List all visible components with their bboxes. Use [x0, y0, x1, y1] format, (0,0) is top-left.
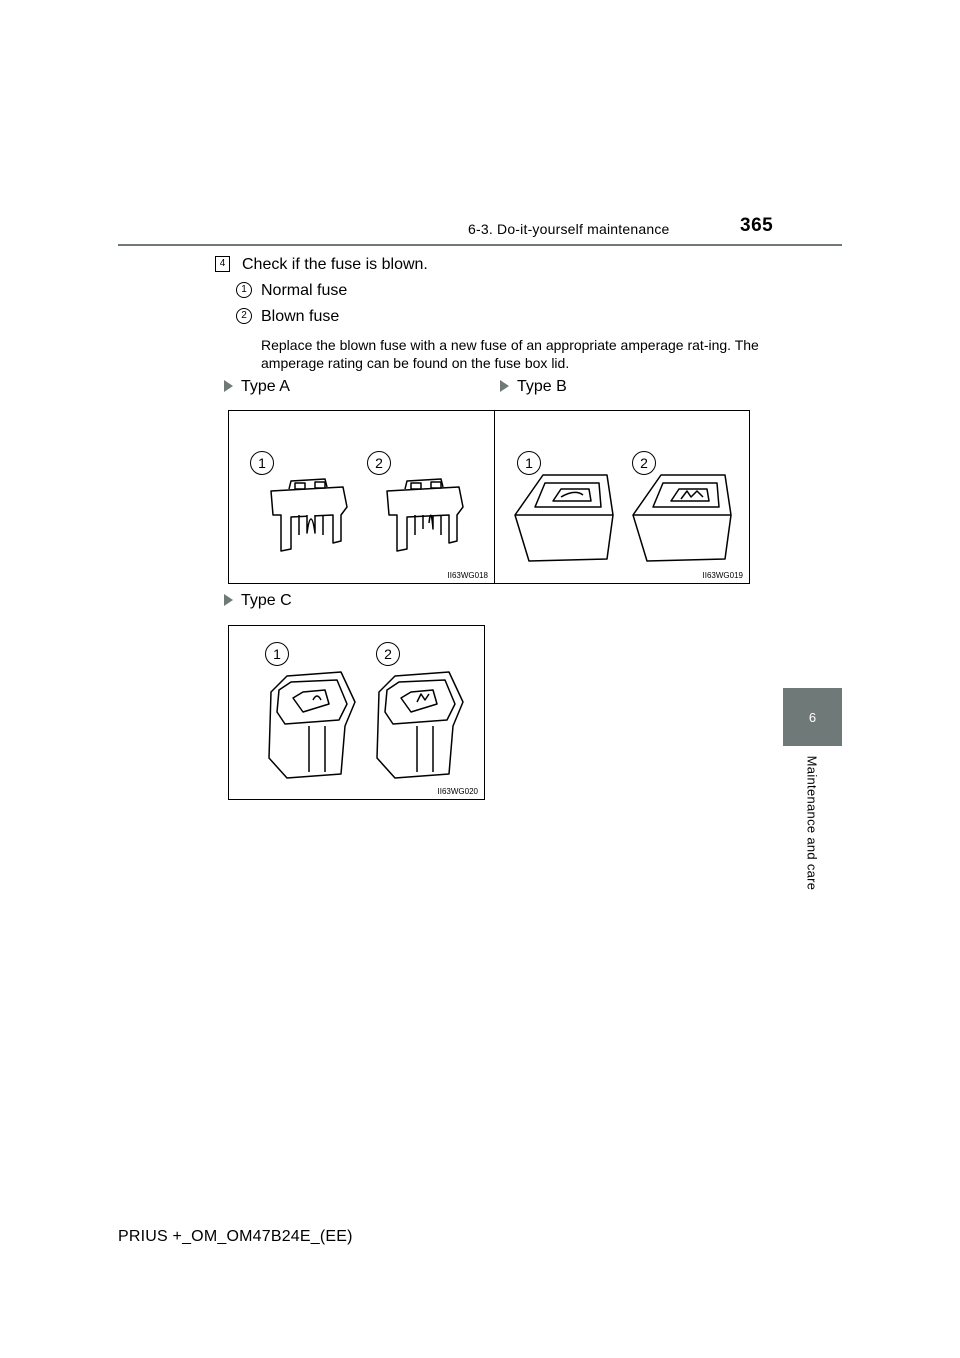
type-c-label: Type C	[224, 592, 292, 610]
figure-b-number-2: 2	[632, 451, 656, 475]
triangle-bullet-icon	[224, 380, 233, 392]
figure-b-number-1: 1	[517, 451, 541, 475]
figure-c-number-1: 1	[265, 642, 289, 666]
figure-type-c	[228, 625, 485, 800]
type-b-label: Type B	[500, 378, 567, 396]
replacement-note: Replace the blown fuse with a new fuse of an appropriate amperage rat-ing. The amperage rating can be found on the fuse box lid.	[261, 337, 759, 371]
blade-fuse-illustration	[229, 411, 496, 585]
figure-a-number-2: 2	[367, 451, 391, 475]
chapter-label: Maintenance and care	[804, 755, 820, 891]
section-title: 6-3. Do-it-yourself maintenance	[468, 221, 670, 237]
header-divider	[118, 244, 842, 246]
figure-c-code: II63WG020	[437, 787, 478, 796]
step-number-box: 4	[215, 256, 230, 272]
item-number-2: 2	[236, 308, 252, 324]
figure-c-number-2: 2	[376, 642, 400, 666]
figure-type-a	[228, 410, 495, 584]
figure-b-code: II63WG019	[702, 571, 743, 580]
item-label-normal: Normal fuse	[261, 282, 348, 299]
item-label-blown: Blown fuse	[261, 308, 340, 325]
figure-type-b	[494, 410, 750, 584]
triangle-bullet-icon	[224, 594, 233, 606]
figure-a-number-1: 1	[250, 451, 274, 475]
figure-a-code: II63WG018	[447, 571, 488, 580]
chapter-tab	[783, 688, 842, 746]
type-a-label: Type A	[224, 378, 290, 396]
cartridge-fuse-illustration	[495, 411, 751, 585]
page-number: 365	[740, 215, 774, 236]
item-number-1: 1	[236, 282, 252, 298]
chapter-number: 6	[808, 709, 817, 725]
document-footer: PRIUS +_OM_OM47B24E_(EE)	[118, 1228, 353, 1245]
step-text: Check if the fuse is blown.	[242, 256, 428, 273]
triangle-bullet-icon	[500, 380, 509, 392]
